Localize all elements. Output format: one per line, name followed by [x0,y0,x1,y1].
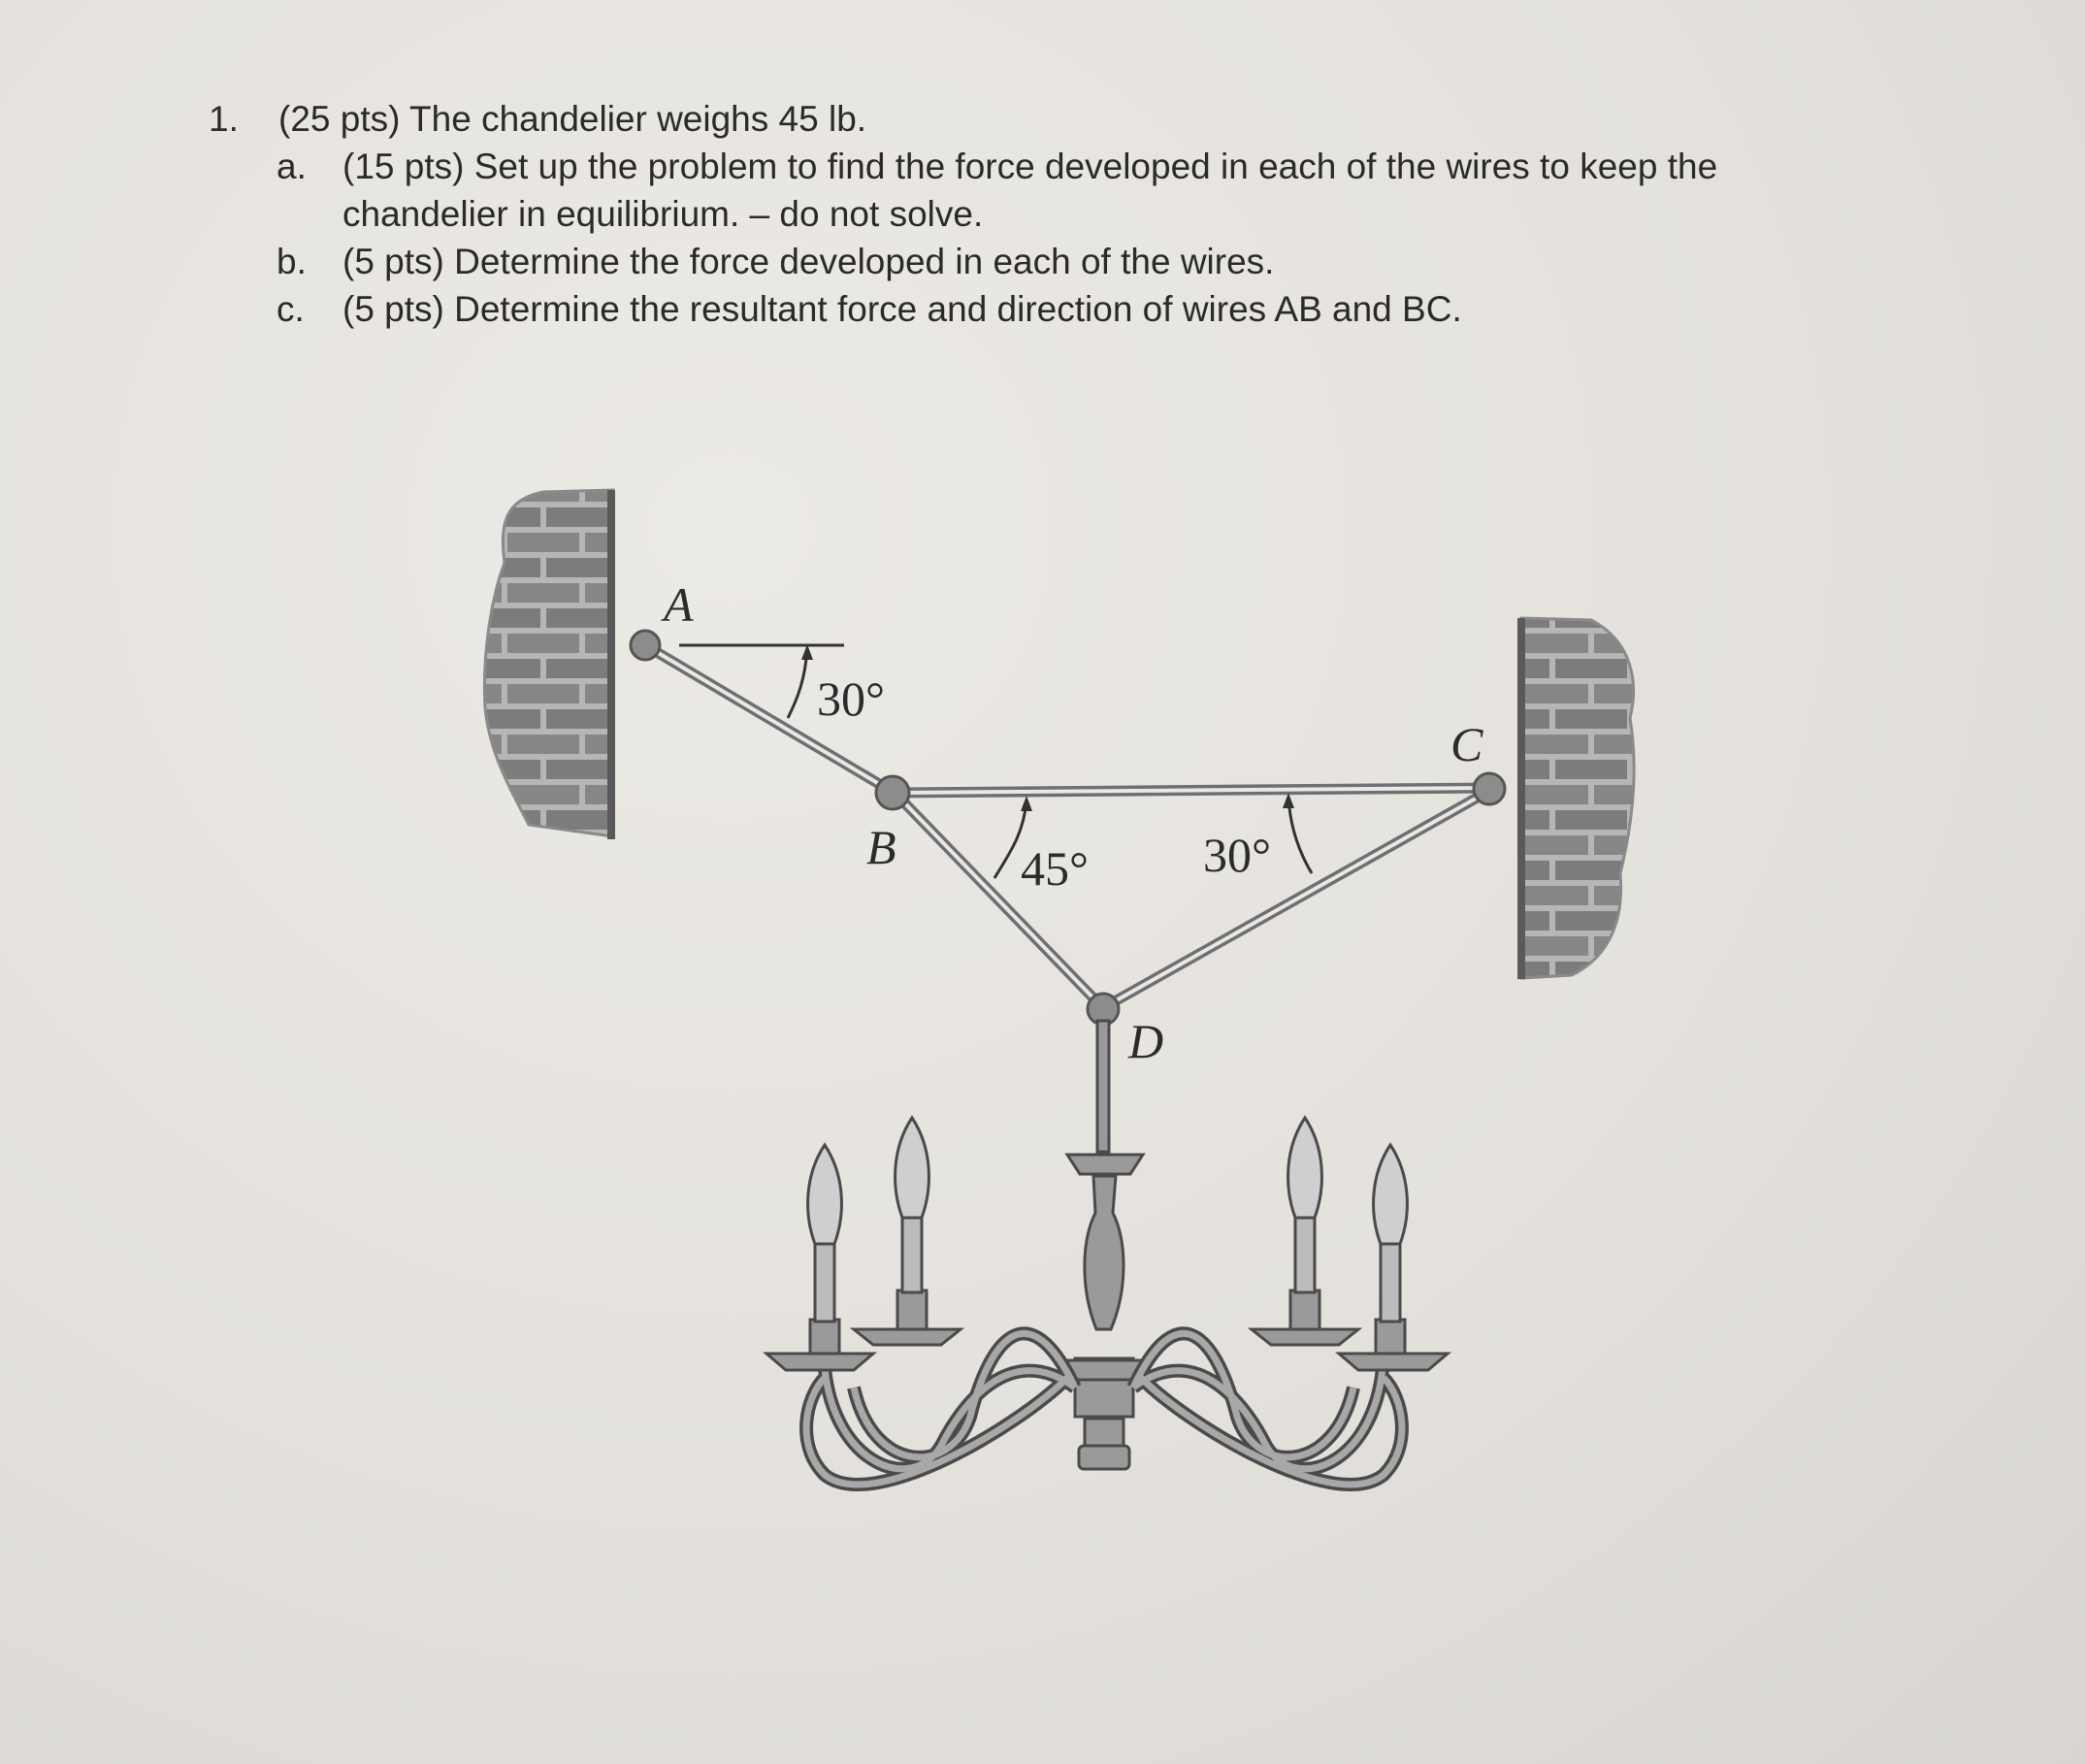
right-wall [1517,618,1634,979]
joint-a [631,631,660,660]
angle-c-marker [1283,793,1312,873]
label-a: A [664,577,694,632]
wire-bd [897,796,1101,1006]
part-c-label: c. [277,289,305,329]
part-a-text-line1: (15 pts) Set up the problem to find the force developed in each of the wires to keep the [342,147,1718,186]
angle-ab-label: 30° [817,671,885,726]
part-a-text-line2: chandelier in equilibrium. – do not solve. [342,194,984,234]
part-a-label: a. [277,147,307,186]
left-wall [484,490,615,839]
chandelier-rod [1097,1021,1109,1152]
label-d: D [1128,1014,1164,1068]
wire-bc [897,788,1489,793]
angle-bd-label: 45° [1021,841,1089,896]
chandelier-top-cap [1067,1155,1143,1174]
problem-number: 1. [209,99,239,139]
label-b: B [866,820,896,874]
part-b-text: (5 pts) Determine the force developed in each of the wires. [342,242,1275,281]
candle-left-outer [766,1145,873,1370]
joint-b [876,776,909,809]
wire-cd [1106,791,1489,1006]
candle-right-outer [1339,1145,1448,1370]
candle-right-inner [1252,1118,1358,1345]
part-b-label: b. [277,242,307,281]
problem-intro: (25 pts) The chandelier weighs 45 lb. [278,99,867,139]
chandelier-stem [1085,1176,1124,1329]
candle-left-inner [854,1118,961,1345]
angle-cd-label: 30° [1203,828,1271,882]
chandelier [766,1021,1448,1485]
label-c: C [1450,717,1483,771]
part-c-text: (5 pts) Determine the resultant force and direction of wires AB and BC. [342,289,1462,329]
joint-c [1474,773,1505,804]
